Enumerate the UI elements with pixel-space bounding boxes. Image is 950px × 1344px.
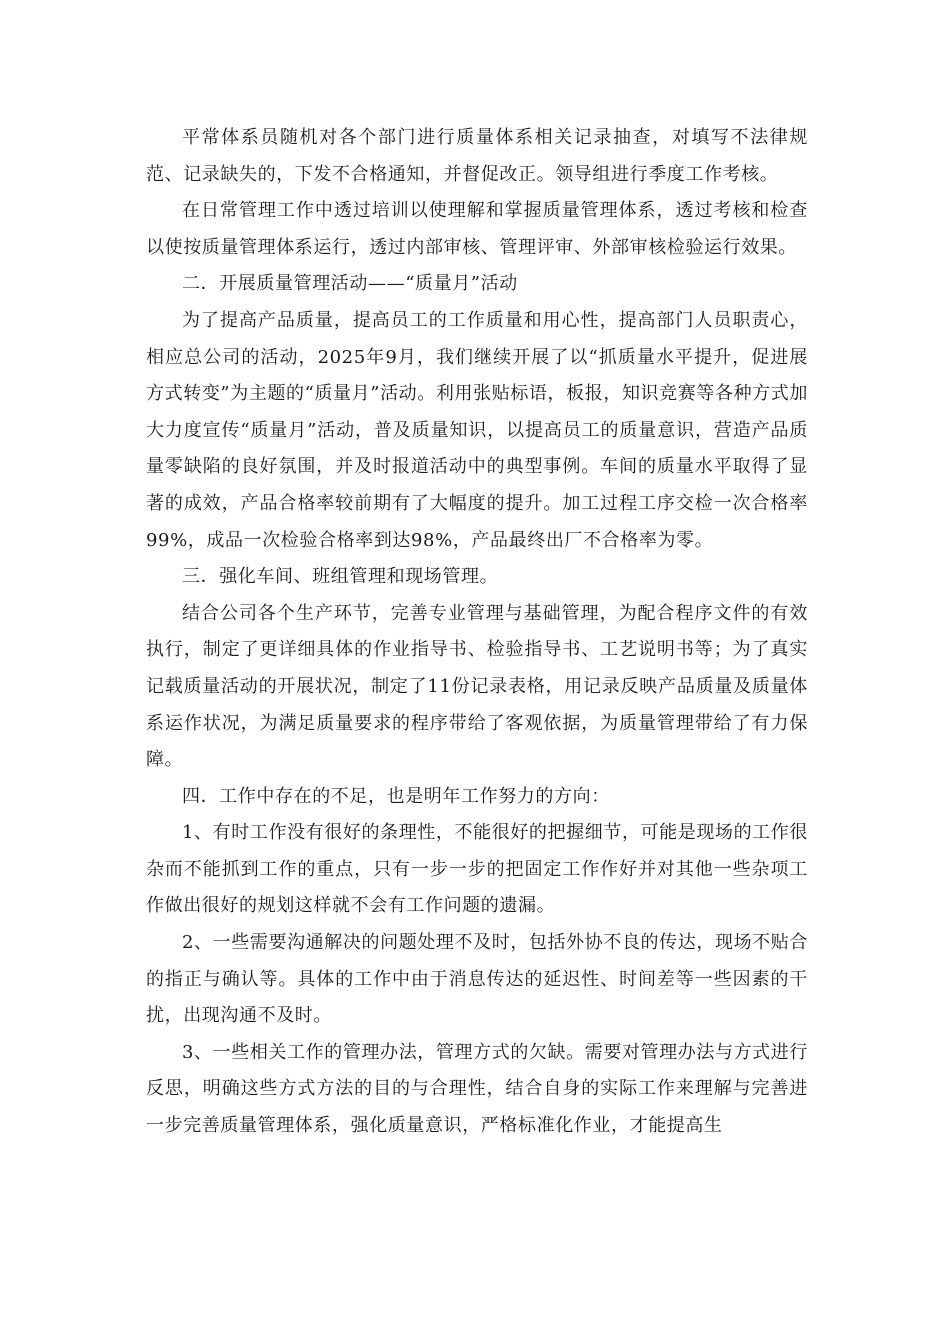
- paragraph-quality-month: 为了提高产品质量，提高员工的工作质量和用心性，提高部门人员职责心，相应总公司的活动，2025年9月，我们继续开展了以“抓质量水平提升，促进展方式转变”为主题的“质量月”活动。利用张贴标语，板报，知识竞赛等各种方式加大力度宣传“质量月”活动，普及质量知识，以提高员工的质量意识，营造产品质量零缺陷的良好氛围，并及时报道活动中的典型事例。车间的质量水平取得了显著的成效，产品合格率较前期有了大幅度的提升。加工过程工序交检一次合格率99%，成品一次检验合格率到达98%，产品最终出厂不合格率为零。: [146, 309, 808, 551]
- paragraph-spot-check: 平常体系员随机对各个部门进行质量体系相关记录抽查，对填写不法律规范、记录缺失的，下发不合格通知，并督促改正。领导组进行季度工作考核。: [146, 127, 808, 185]
- section-heading-shortcomings: 四．工作中存在的不足，也是明年工作努力的方向：: [182, 785, 610, 807]
- section-heading-quality-month: 二．开展质量管理活动——“质量月”活动: [182, 273, 518, 295]
- list-item-shortcoming-2: 2、一些需要沟通解决的问题处理不及时，包括外协不良的传达，现场不贴合的指正与确认等。具体的工作中由于消息传达的延迟性、时间差等一些因素的干扰，出现沟通不及时。: [146, 932, 808, 1027]
- list-item-shortcoming-3: 3、一些相关工作的管理办法，管理方式的欠缺。需要对管理办法与方式进行反思，明确这些方式方法的目的与合理性，结合自身的实际工作来理解与完善进一步完善质量管理体系，强化质量意识，严格标准化作业，才能提高生: [146, 1041, 808, 1137]
- list-item-shortcoming-1: 1、有时工作没有很好的条理性，不能很好的把握细节，可能是现场的工作很杂而不能抓到工作的重点，只有一步一步的把固定工作作好并对其他一些杂项工作做出很好的规划这样就不会有工作问题的遗漏。: [146, 822, 808, 917]
- paragraph-daily-management: 在日常管理工作中透过培训以使理解和掌握质量管理体系，透过考核和检查以使按质量管理体系运行，透过内部审核、管理评审、外部审核检验运行效果。: [146, 200, 808, 258]
- document-body: [146, 120, 808, 1145]
- section-heading-workshop-management: 三．强化车间、班组管理和现场管理。: [182, 566, 499, 588]
- paragraph-workshop-management: 结合公司各个生产环节，完善专业管理与基础管理，为配合程序文件的有效执行，制定了更详细具体的作业指导书、检验指导书、工艺说明书等；为了真实记载质量活动的开展状况，制定了11份记录表格，用记录反映产品质量及质量体系运作状况，为满足质量要求的程序带给了客观依据，为质量管理带给了有力保障。: [146, 602, 808, 771]
